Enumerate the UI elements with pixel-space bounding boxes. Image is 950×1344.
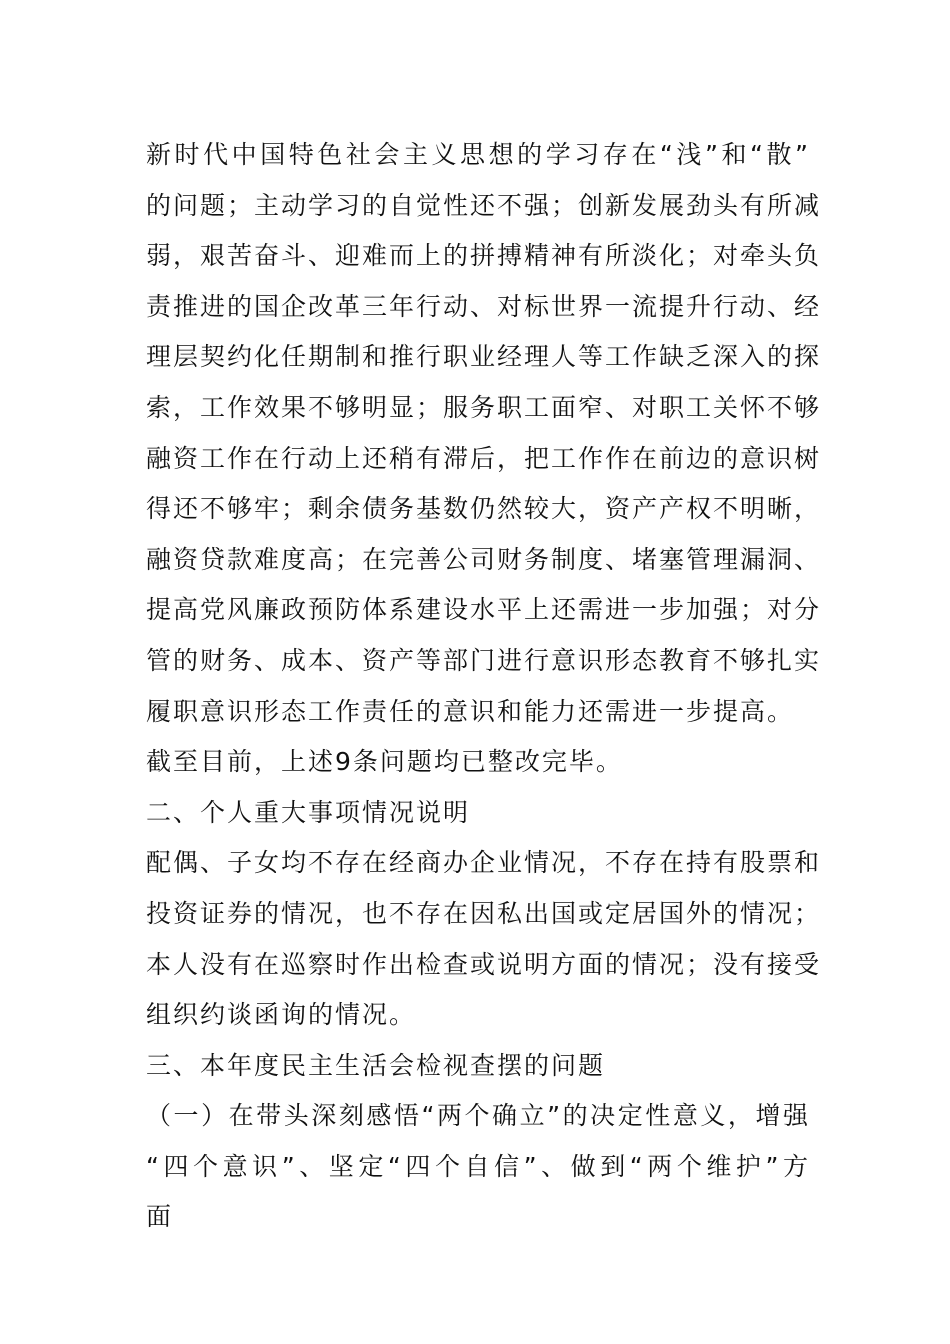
text-line: 得还不够牢；剩余债务基数仍然较大，资产产权不明晰， [146, 494, 822, 524]
text-line: 提高党风廉政预防体系建设水平上还需进一步加强；对分 [146, 595, 822, 625]
text-line: 索，工作效果不够明显；服务职工面窄、对职工关怀不够 [146, 392, 822, 422]
subsection-heading: “四个意识”、坚定“四个自信”、做到“两个维护”方 [146, 1151, 810, 1181]
text-line: 理层契约化任期制和推行职业经理人等工作缺乏深入的探 [146, 342, 822, 372]
text-line: 弱，艰苦奋斗、迎难而上的拼搏精神有所淡化；对牵头负 [146, 241, 822, 271]
text-line: 融资贷款难度高；在完善公司财务制度、堵塞管理漏洞、 [146, 544, 822, 574]
text-line: 截至目前，上述9条问题均已整改完毕。 [146, 747, 623, 777]
text-line: 组织约谈函询的情况。 [146, 1000, 417, 1030]
subsection-heading: 面 [146, 1202, 174, 1232]
section-heading: 二、个人重大事项情况说明 [146, 797, 471, 827]
subsection-heading: （一）在带头深刻感悟“两个确立”的决定性意义，增强 [146, 1101, 810, 1131]
text-line: 的问题；主动学习的自觉性还不强；创新发展劲头有所减 [146, 190, 822, 220]
text-line: 融资工作在行动上还稍有滞后，把工作作在前边的意识树 [146, 443, 822, 473]
text-line: 新时代中国特色社会主义思想的学习存在“浅”和“散” [146, 140, 810, 169]
text-line: 责推进的国企改革三年行动、对标世界一流提升行动、经 [146, 291, 822, 321]
text-line: 配偶、子女均不存在经商办企业情况，不存在持有股票和 [146, 848, 822, 878]
section-heading: 三、本年度民主生活会检视查摆的问题 [146, 1050, 606, 1080]
text-line: 本人没有在巡察时作出检查或说明方面的情况；没有接受 [146, 949, 822, 979]
text-line: 管的财务、成本、资产等部门进行意识形态教育不够扎实 [146, 645, 822, 675]
body-text [146, 130, 822, 1243]
text-line: 履职意识形态工作责任的意识和能力还需进一步提高。 [146, 696, 795, 726]
text-line: 投资证券的情况，也不存在因私出国或定居国外的情况； [146, 898, 822, 928]
